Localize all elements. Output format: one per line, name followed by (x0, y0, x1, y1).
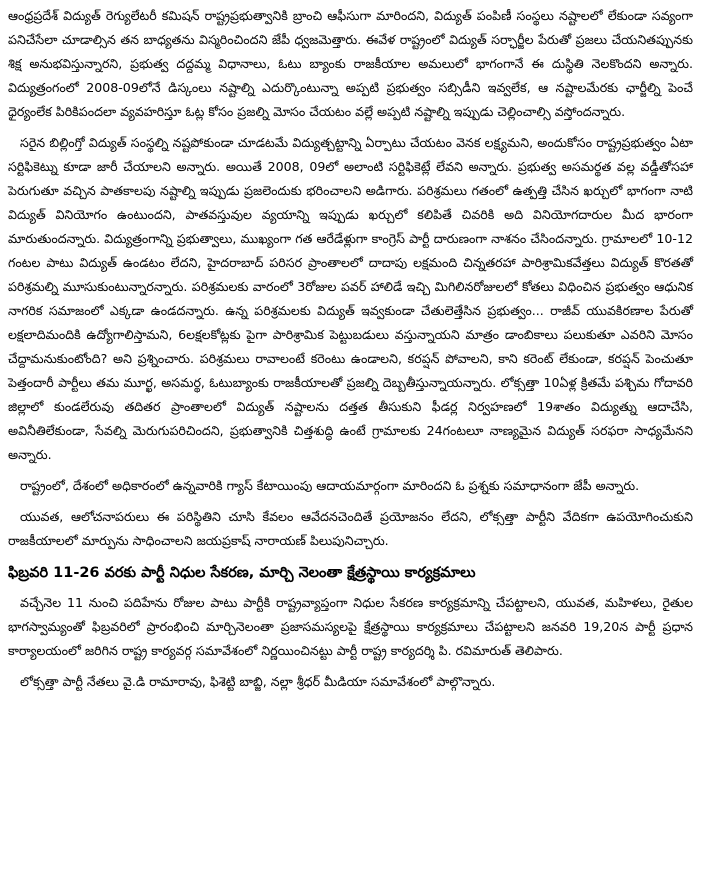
paragraph-gas-allocation: రాష్ట్రంలో, దేశంలో అధికారంలో ఉన్నవారికి గ్యాస్ కేటాయింపు ఆదాయమార్గంగా మారిందని ఓ ప్రశ్నకు సమాధానంగా జేపీ అన్నారు. (20, 478, 640, 493)
paragraph-billing: సరైన బిల్లింగ్తో విద్యుత్ సంస్థల్ని నష్టపోకుండా చూడటమే విద్యుత్చట్టాన్ని ఏర్పాటు చేయటం వెనక లక్ష్యమని, అందుకోసం రాష్ట్రప్రభుత్వం ఏటా సర్టిఫికెట్ను కూడా జారీ చేయాలని అన్నారు. అయితే 2008, 09లో అలాంటి సర్టిఫికెట్లే లేవని అన్నారు. ప్రభుత్వ అసమర్థత వల్ల వడ్డీతోసహా పెరుగుతూ వచ్చిన పాతకాలపు నష్టాల్ని ఇప్పుడు ప్రజలెందుకు భరించాలని అడిగారు. పరిశ్రమలు గతంలో ఉత్పత్తి చేసిన ఖర్చులో భాగంగా నాటి విద్యుత్ వినియోగం ఉంటుందని, పాతవస్తువుల వ్యయాన్ని ఇప్పుడు ఖర్చులో కలిపితే చివరికి అది వినియోగదారుల మీద భారంగా మారుతుందన్నారు. విద్యుత్రంగాన్ని ప్రభుత్వాలు, ముఖ్యంగా గత ఆరేడేళ్లుగా కాంగ్రెస్ పార్టీ దారుణంగా నాశనం చేసిందన్నారు. గ్రామాలలో 10-12 గంటల పాటు విద్యుత్ ఉండటం లేదని, హైదరాబాద్ పరిసర ప్రాంతాలలో దాదాపు లక్షమంది చిన్నతరహా పారిశ్రామికవేత్తలు విద్యుత్ కొరతతో పరిశ్రమల్ని మూసుకుంటున్నారన్నారు. పరిశ్రమలకు వారంలో 3రోజుల పవర్ హాలిడే ఇచ్చి మిగిలినరోజులలో కోతలు విధించిన ప్రభుత్వం ఆధునిక నాగరిక సమాజంలో ఎక్కడా ఉండదన్నారు. ఉన్న పరిశ్రమలకు విద్యుత్ ఇవ్వకుండా చేతులెత్తేసిన ప్రభుత్వం... రాజీవ్ యువకిరణాల పేరుతో లక్షలాదిమందికి ఉద్యోగాలిస్తామని, 6లక్షలకోట్లకు పైగా పారిశ్రామిక పెట్టుబడులు వస్తున్నాయని మాత్రం డాంబికాలు పలుకుతూ ఎవరిని మోసం చేద్దామనుకుంటోంది? అని ప్రశ్నించారు. పరిశ్రమలు రావాలంటే కరెంటు ఉండాలని, కరప్షన్ పోవాలని, కాని కరెంట్ లేకుండా, కరప్షన్ పెంచుతూ పెత్తందారీ పార్టీలు తమ మూర్ఖ, అసమర్థ, ఓటుబ్యాంకు రాజకీయాలతో ప్రజల్ని దెబ్బతీస్తున్నాయన్నారు. లోక్సత్తా 10ఏళ్ల క్రితమే పశ్చిమ గోదావరి జిల్లాలో కుండలేరువు తదితర ప్రాంతాలలో విద్యుత్ నష్టాలను దత్తత తీసుకుని ఫీడర్ల నిర్వహణలో 19శాతం విద్యుత్ను ఆదాచేసి, అవినీతిలేకుండా, సేవల్ని మెరుగుపరిచిందని, ప్రభుత్వానికి చిత్తశుద్ధి ఉంటే గ్రామాలకు 24గంటలూ నాణ్యమైన విద్యుత్ సరఫరా సాధ్యమేనని అన్నారు. (8, 135, 693, 462)
paragraph-youth-call: యువత, ఆలోచనాపరులు ఈ పరిస్థితిని చూసి కేవలం ఆవేదనచెందితే ప్రయోజనం లేదని, లోక్సత్తా పార్టీని వేదికగా ఉపయోగించుకుని రాజకీయాలలో మార్పును సాధించాలని జయప్రకాష్ నారాయణ్ పిలుపునిచ్చారు. (8, 509, 693, 548)
section-heading: ఫిబ్రవరి 11-26 వరకు పార్టీ నిధుల సేకరణ, మార్చి నెలంతా క్షేత్రస్థాయి కార్యక్రమాలు (8, 565, 476, 581)
paragraph-fund-collection: వచ్చేనెల 11 నుంచి పదిహేను రోజుల పాటు పార్టీకి రాష్ట్రవ్యాప్తంగా నిధుల సేకరణ కార్యక్రమాన్ని చేపట్టాలని, యువత, మహిళలు, రైతుల భాగస్వామ్యంతో ఫిబ్రవరిలో ప్రారంభించి మార్చినెలంతా ప్రజాసమస్యలపై క్షేత్రస్థాయి కార్యక్రమాలు చేపట్టాలని జనవరి 19,20న పార్టీ ప్రధాన కార్యాలయంలో జరిగిన రాష్ట్ర కార్యవర్గ సమావేశంలో నిర్ణయించినట్టు పార్టీ రాష్ట్ర కార్యదర్శి పి. రవిమారుత్ తెలిపారు. (8, 595, 693, 658)
paragraph-participants: లోక్సత్తా పార్టీ నేతలు వై.డి రామారావు, ఫిశెట్టి బాబ్జి, నల్లా శ్రీధర్ మీడియా సమావేశంలో పాల్గొన్నారు. (20, 674, 496, 689)
paragraph-intro: ఆంధ్రప్రదేశ్ విద్యుత్ రెగ్యులేటరీ కమిషన్ రాష్ట్రప్రభుత్వానికి బ్రాంచి ఆఫీసుగా మారిందని, విద్యుత్ పంపిణీ సంస్థలు నష్టాలలో లేకుండా సవ్యంగా పనిచేసేలా చూడాల్సిన తన బాధ్యతను విస్మరించిందని జేపీ ధ్వజమెత్తారు. ఈవేళ రాష్ట్రంలో విద్యుత్ సర్ఛార్జీల పేరుతో ప్రజలు చేయనితప్పునకు శిక్ష అనుభవిస్తున్నారని, ప్రభుత్వ దద్దమ్మ విధానాలు, ఓటు బ్యాంకు రాజకీయాల అమలులో భాగంగానే ఈ దుస్థితి నెలకొందని అన్నారు. విద్యుత్రంగంలో 2008-09లోనే డిస్కంలు నష్టాల్ని ఎదుర్కొంటున్నా అప్పటి ప్రభుత్వం సబ్సిడీని ఇవ్వలేక, ఆ నష్టాలమేరకు ఛార్జీల్ని పెంచే ధైర్యంలేక పిరికిపందలా వ్యవహరిస్తూ ఓట్ల కోసం ప్రజల్ని మోసం చేయటం వల్లే అప్పటి నష్టాల్ని ఇప్పుడు చెల్లించాల్సి వస్తోందన్నారు. (8, 8, 693, 119)
